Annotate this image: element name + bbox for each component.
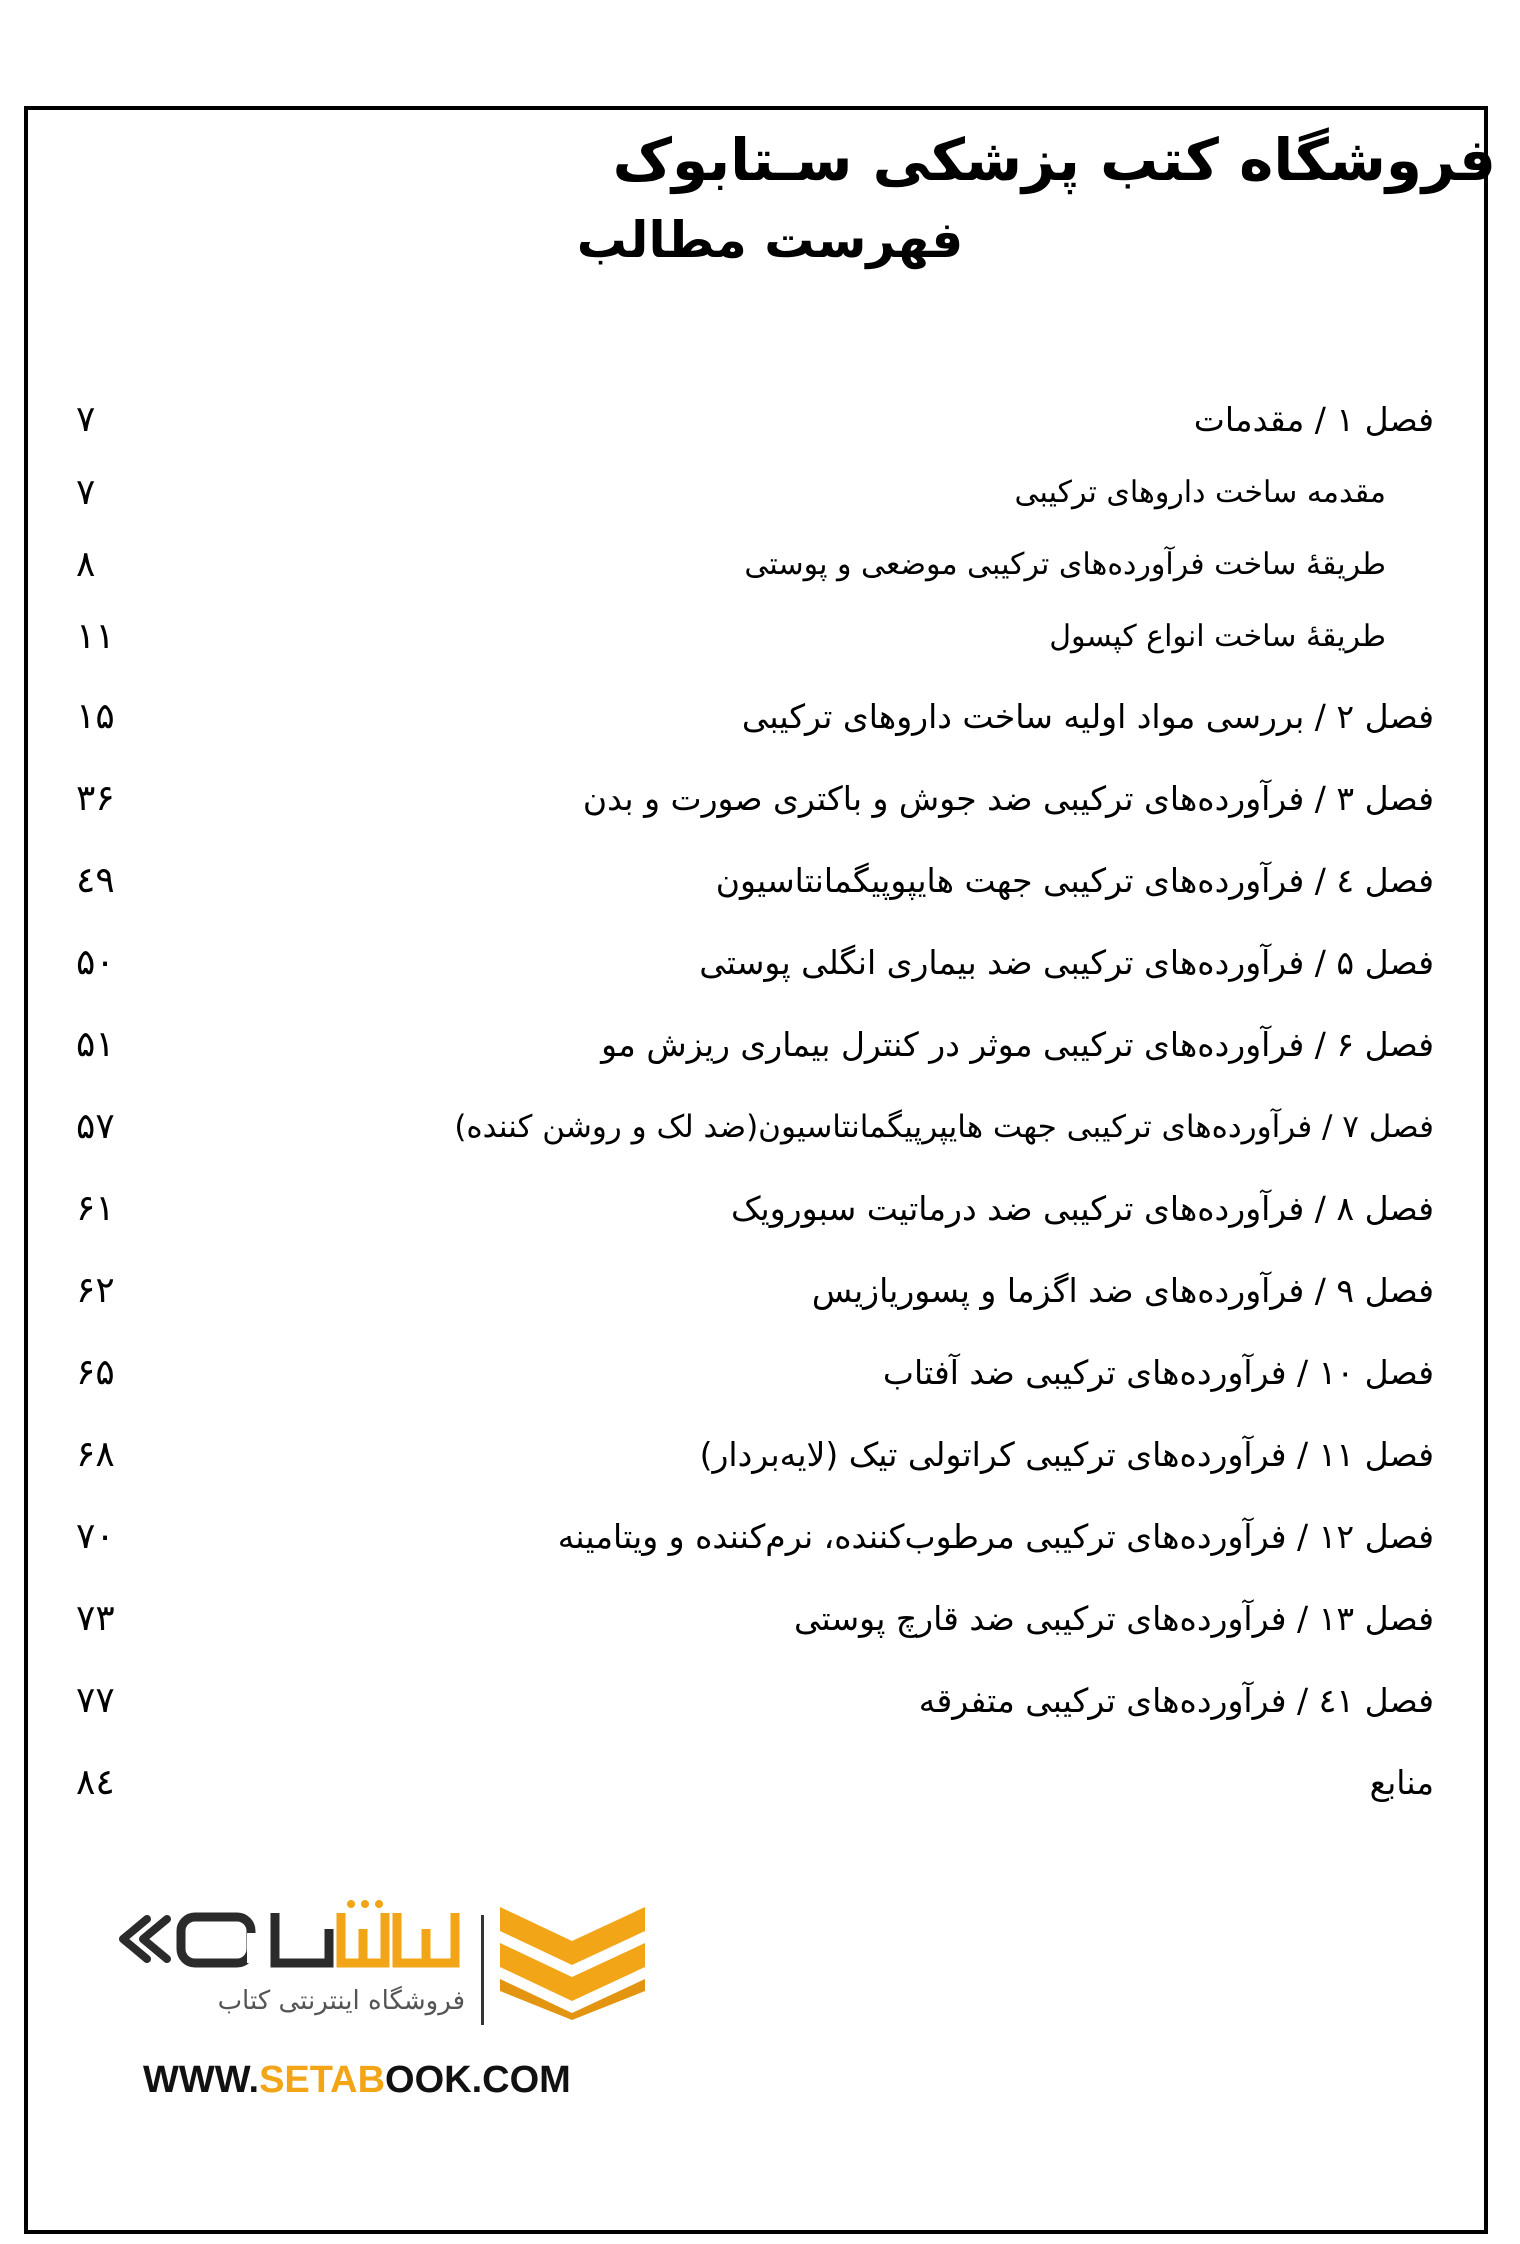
- toc-entry-page: ۷: [76, 399, 96, 440]
- toc-entry-title: طریقۀ ساخت انواع کپسول: [1049, 619, 1386, 654]
- toc-subentry[interactable]: [0, 530, 1520, 600]
- toc-entry-page: ۶۵: [76, 1352, 115, 1393]
- book-chevron-emblem: [500, 1895, 645, 2020]
- setabook-logo[interactable]: [115, 1895, 645, 2110]
- toc-entry-title: فصل ۱۰ / فرآورده‌های ترکیبی ضد آفتاب: [882, 1353, 1434, 1392]
- toc-entry[interactable]: [0, 764, 1520, 834]
- toc-entry[interactable]: [0, 1338, 1520, 1408]
- toc-entry-title: فصل ۱ / مقدمات: [1193, 400, 1434, 439]
- toc-subentry[interactable]: [0, 602, 1520, 672]
- toc-heading: فهرست مطالب: [576, 211, 964, 269]
- toc-entry-title: فصل ۳ / فرآورده‌های ترکیبی ضد جوش و باکتری صورت و بدن: [582, 779, 1434, 818]
- toc-entry-title: مقدمه ساخت داروهای ترکیبی: [1014, 475, 1386, 510]
- toc-entry-page: ۵۱: [76, 1024, 115, 1065]
- toc-entry-title: فصل ۲ / بررسی مواد اولیه ساخت داروهای ترکیبی: [741, 697, 1434, 736]
- toc-entry-title: فصل ۸ / فرآورده‌های ترکیبی ضد درماتیت سبورویک: [731, 1189, 1434, 1228]
- toc-entry-title: فصل ۵ / فرآورده‌های ترکیبی ضد بیماری انگلی پوستی: [699, 943, 1434, 982]
- toc-entry-page: ۸٤: [76, 1762, 115, 1803]
- toc-entry-title: طریقۀ ساخت فرآورده‌های ترکیبی موضعی و پوستی: [744, 547, 1386, 582]
- toc-entry-title: فصل ۱۱ / فرآورده‌های ترکیبی کراتولی تیک (لایه‌بردار): [699, 1435, 1434, 1474]
- toc-entry[interactable]: [0, 846, 1520, 916]
- url-accent: SETAB: [259, 2059, 386, 2101]
- website-link[interactable]: [143, 2055, 663, 2105]
- toc-entry-page: ٤۹: [76, 860, 115, 901]
- toc-entry-page: ۵۷: [76, 1106, 115, 1147]
- url-prefix: WWW.: [143, 2059, 260, 2101]
- logo-wordmark: [115, 1899, 465, 1979]
- toc-entry[interactable]: [0, 385, 1520, 455]
- url-suffix: OOK.COM: [385, 2059, 571, 2101]
- toc-entry-page: ۷۷: [76, 1680, 115, 1721]
- toc-entry-page: ۱۱: [76, 616, 115, 657]
- store-title: فروشگاه کتب پزشکی سـتابوک: [612, 126, 1496, 194]
- logo-tagline: فروشگاه اینترنتی کتاب: [217, 1986, 465, 2016]
- toc-entry[interactable]: [0, 928, 1520, 998]
- toc-entry-page: ۳۶: [76, 778, 115, 819]
- toc-entry-title: فصل ۶ / فرآورده‌های ترکیبی موثر در کنترل بیماری ریزش مو: [601, 1025, 1434, 1064]
- toc-entry-title: منابع: [1369, 1763, 1434, 1802]
- toc-entry-page: ۷: [76, 472, 96, 513]
- toc-entry-page: ۸: [76, 544, 96, 585]
- toc-entry[interactable]: [0, 1010, 1520, 1080]
- toc-entry[interactable]: [0, 682, 1520, 752]
- toc-entry-page: ۶۸: [76, 1434, 115, 1475]
- toc-entry-title: فصل ٤ / فرآورده‌های ترکیبی جهت هایپوپیگمانتاسیون: [715, 861, 1434, 900]
- toc-entry-page: ۷۰: [76, 1516, 115, 1557]
- toc-entry-page: ۱۵: [76, 696, 115, 737]
- toc-entry-page: ۵۰: [76, 942, 115, 983]
- toc-entry-title: فصل ۱۲ / فرآورده‌های ترکیبی مرطوب‌کننده، نرم‌کننده و ویتامینه: [557, 1517, 1434, 1556]
- toc-entry-title: فصل ۹ / فرآورده‌های ضد اگزما و پسوریازیس: [811, 1271, 1434, 1310]
- toc-entry[interactable]: [0, 1092, 1520, 1162]
- toc-entry[interactable]: [0, 1584, 1520, 1654]
- toc-entry[interactable]: [0, 1748, 1520, 1818]
- toc-entry-page: ۷۳: [76, 1598, 115, 1639]
- toc-entry[interactable]: [0, 1666, 1520, 1736]
- toc-subentry[interactable]: [0, 458, 1520, 528]
- logo-divider: [481, 1915, 484, 2025]
- toc-entry[interactable]: [0, 1502, 1520, 1572]
- toc-entry-page: ۶۱: [76, 1188, 115, 1229]
- toc-entry[interactable]: [0, 1174, 1520, 1244]
- toc-entry[interactable]: [0, 1256, 1520, 1326]
- toc-entry-title: فصل ٤۱ / فرآورده‌های ترکیبی متفرقه: [918, 1681, 1434, 1720]
- toc-entry-page: ۶۲: [76, 1270, 115, 1311]
- toc-entry[interactable]: [0, 1420, 1520, 1490]
- toc-entry-title: فصل ۷ / فرآورده‌های ترکیبی جهت هایپرپیگمانتاسیون(ضد لک و روشن کننده): [454, 1109, 1434, 1145]
- toc-entry-title: فصل ۱۳ / فرآورده‌های ترکیبی ضد قارچ پوستی: [794, 1599, 1434, 1638]
